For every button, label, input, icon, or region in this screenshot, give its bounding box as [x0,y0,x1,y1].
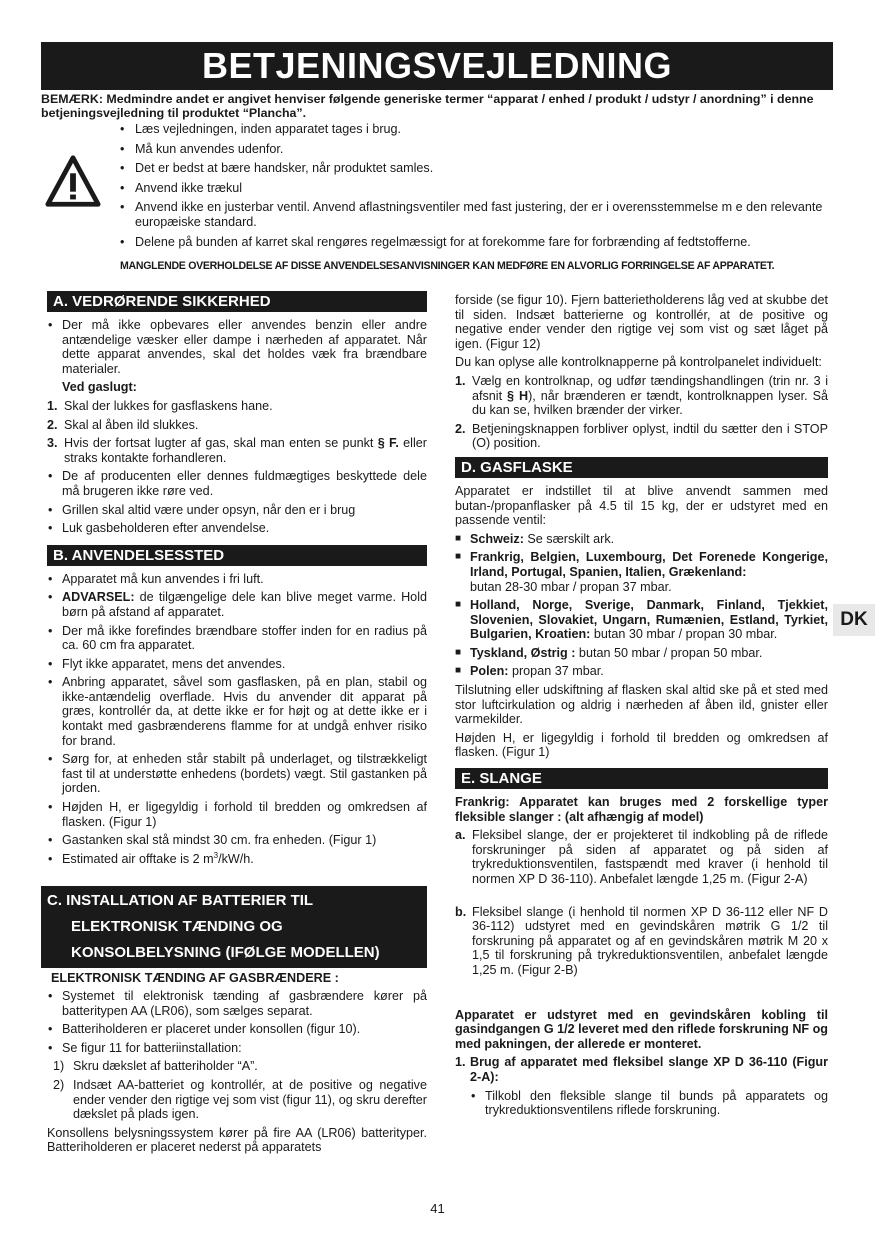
page-number: 41 [430,1201,445,1216]
list-item: ■ Schweiz: Se særskilt ark. [455,532,828,547]
list-item: • Estimated air offtake is 2 $m^3/kW/h$. [47,852,427,867]
list-item: • Flyt ikke apparatet, mens det anvendes. [47,657,427,672]
warning-item: • Må kun anvendes udenfor. [120,142,833,157]
paragraph: Frankrig: Apparatet kan bruges med 2 forskellige typer fleksible slanger : (alt afhængig af model) [455,795,828,824]
list-item: 2) Indsæt AA-batteriet og kontrollér, at de positive og negative ender vender den rigtige vej som vist (figur 11), og skru derefter dækslet på plads igen. [53,1077,427,1122]
warning-item: • Læs vejledningen, inden apparatet tages i brug. [120,122,833,137]
section-c-subtitle: ELEKTRONISK TÆNDING AF GASBRÆNDERE : [51,971,339,986]
list-item: ■ Polen: propan 37 mbar. [455,664,828,679]
warning-triangle-icon [44,153,102,211]
list-item: • Højden H, er ligegyldig i forhold til bredden og omkredsen af flasken. (Figur 1) [47,800,427,829]
list-item: • ADVARSEL: de tilgængelige dele kan blive meget varme. Hold børn på afstand af apparatet. [47,590,427,619]
warning-item: • Anvend ikke trækul [120,181,833,196]
list-item: • Der må ikke forefindes brændbare stoffer inden for en radius på ca. 60 cm fra apparatet. [47,624,427,653]
list-item: • Se figur 11 for batteriinstallation: [47,1041,427,1056]
list-item: 1) Skru dækslet af batteriholder “A”. [53,1059,258,1074]
section-a-heading: A. VEDRØRENDE SIKKERHED [47,291,427,312]
list-item: • Tilkobl den fleksible slange til bunds på apparatets og trykreduktionsventilens riflede forskruning. [470,1089,828,1118]
list-item: 1. Brug af apparatet med fleksibel slange XP D 36-110 (Figur 2-A): [455,1055,828,1084]
warning-item: • Delene på bunden af karret skal rengøres regelmæssigt for at forekomme fare for forbrænding af fedtstofferne. [120,235,833,250]
list-item: • Der må ikke opbevares eller anvendes benzin eller andre antændelige væsker eller dampe i nærheden af apparatet. Når dette apparat anvendes, skal det holdes væk fra brændbare materialer. [47,318,427,376]
section-d-heading: D. GASFLASKE [455,457,828,478]
list-item: 1. Vælg en kontrolknap, og udfør tændingshandlingen (trin nr. 3 i afsnit § H), når brænderen er tændt, kontrolknappen lyser. Så du kan se, hvilken brænder der virker. [455,373,828,418]
list-item: • Luk gasbeholderen efter anvendelse. [47,521,427,536]
paragraph: forside (se figur 10). Fjern batterietholderens låg ved at skubbe det til siden. Indsæt batterierne og kontrollér, at de positive og negative ender vender den rigtige vej som vist og sæt låget på igen. (Figur 12) [455,293,828,351]
list-item: • Systemet til elektronisk tænding af gasbrændere kører på batteritypen AA (LR06), som sælges separat. [47,989,427,1018]
list-item: 2. Skal al åben ild slukkes. [47,417,199,432]
list-item: ■ Tyskland, Østrig : butan 50 mbar / propan 50 mbar. [455,646,828,661]
warning-item: • Det er bedst at bære handsker, når produktet samles. [120,161,833,176]
paragraph: Konsollens belysningssystem kører på fire AA (LR06) batterityper. Batteriholderen er placeret nederst på apparatets [47,1125,427,1155]
page-title: BETJENINGSVEJLEDNING [41,42,833,90]
list-item: • Gastanken skal stå mindst 30 cm. fra enheden. (Figur 1) [47,833,427,848]
list-item: 2. Betjeningsknappen forbliver oplyst, indtil du sætter den i STOP (O) position. [455,421,828,451]
list-item: a. Fleksibel slange, der er projekteret til indkobling på de riflede forskruninger på siden af apparatet og på siden af trykreduktionsventilen, fastspændt med kraver (i henhold til normen XP D 36-110). Anbefalet længde 1,25 m. (Figur 2-A) [455,828,828,886]
paragraph: Højden H, er ligegyldig i forhold til bredden og omkredsen af flasken. (Figur 1) [455,730,828,760]
section-c-heading: C. INSTALLATION AF BATTERIER TIL ELEKTRONISK TÆNDING OG KONSOLBELYSNING (IFØLGE MODELLEN) [41,886,427,968]
paragraph: Du kan oplyse alle kontrolknapperne på kontrolpanelet individuelt: [455,355,822,370]
paragraph: Tilslutning eller udskiftning af flasken skal altid ske på et sted med stor luftcirkulation og aldrig i nærheden af åben ild, gnister eller varmekilder. [455,683,828,727]
language-tab: DK [833,604,875,636]
paragraph: Apparatet er indstillet til at blive anvendt sammen med butan-/propanflasker på 4.5 til 15 kg, der er udstyret med en passende ventil: [455,483,828,528]
section-b-heading: B. ANVENDELSESSTED [47,545,427,566]
list-item: b. Fleksibel slange (i henhold til normen XP D 36-112 eller NF D 36-112) udstyret med en gevindskåren møtrik G 1/2 til forskruning på apparatet og af en gevindskåren møtrik M 20 x 1,5 til forskruning på trykreduktionsventilen, anbefalet længde 1,25 m. (Figur 2-B) [455,904,828,977]
right-column [455,293,828,1122]
list-item: • Sørg for, at enheden står stabilt på underlaget, og tilstrækkeligt fast til at understøtte enhedens (bordets) vægt. Stil gastanken på jorden. [47,752,427,796]
list-item: ■ Holland, Norge, Sverige, Danmark, Finland, Tjekkiet, Slovenien, Slovakiet, Ungarn, Rumænien, Estland, Tyrkiet, Bulgarien, Kroatien: butan 30 mbar / propan 30 mbar. [455,598,828,642]
section-e-heading: E. SLANGE [455,768,828,789]
list-item: • De af producenten eller dennes fuldmægtiges beskyttede dele må brugeren ikke røre ved. [47,469,427,498]
list-item: ■ Frankrig, Belgien, Luxembourg, Det Forenede Kongerige, Irland, Portugal, Spanien, Italien, Grækenland: butan 28-30 mbar / propan 37 mbar. [455,550,828,594]
terminology-note: BEMÆRK: Medmindre andet er angivet henviser følgende generiske termer “apparat / enhed / produkt / udstyr / anordning” i denne betjeningsvejledning til produktet “Plancha”. [41,92,814,121]
list-item: • Batteriholderen er placeret under konsollen (figur 10). [47,1022,427,1037]
list-item: • Grillen skal altid være under opsyn, når den er i brug [47,503,427,518]
list-item: 1. Skal der lukkes for gasflaskens hane. [47,398,273,413]
list-item: • Anbring apparatet, såvel som gasflasken, på en plan, stabil og ikke-antændelig overflade. Hvis du anvender dit apparat på græs, kontrollér da, at dette ikke er for højt og at dette ikke er i kontakt med gasbrænderens flamme for at undgå enhver risiko for brand. [47,675,427,748]
list-item: 3. Hvis der fortsat lugter af gas, skal man enten se punkt § F. eller straks kontakte forhandleren. [47,436,427,465]
warning-footer: MANGLENDE OVERHOLDELSE AF DISSE ANVENDELSESANVISNINGER KAN MEDFØRE EN ALVORLIG FORRINGELSE AF APPARATET. [120,260,775,272]
paragraph: Apparatet er udstyret med en gevindskåren kobling til gasindgangen G 1/2 leveret med den riflede forskruning NF og med pakningen, der allerede er monteret. [455,1007,828,1051]
left-column [47,291,427,1159]
warning-list [120,122,833,254]
gas-smell-heading: Ved gaslugt: [62,380,137,395]
warning-item: • Anvend ikke en justerbar ventil. Anvend aflastningsventiler med fast justering, der er i overensstemmelse m e den relevante europæiske standard. [120,200,833,229]
list-item: • Apparatet må kun anvendes i fri luft. [47,572,427,587]
